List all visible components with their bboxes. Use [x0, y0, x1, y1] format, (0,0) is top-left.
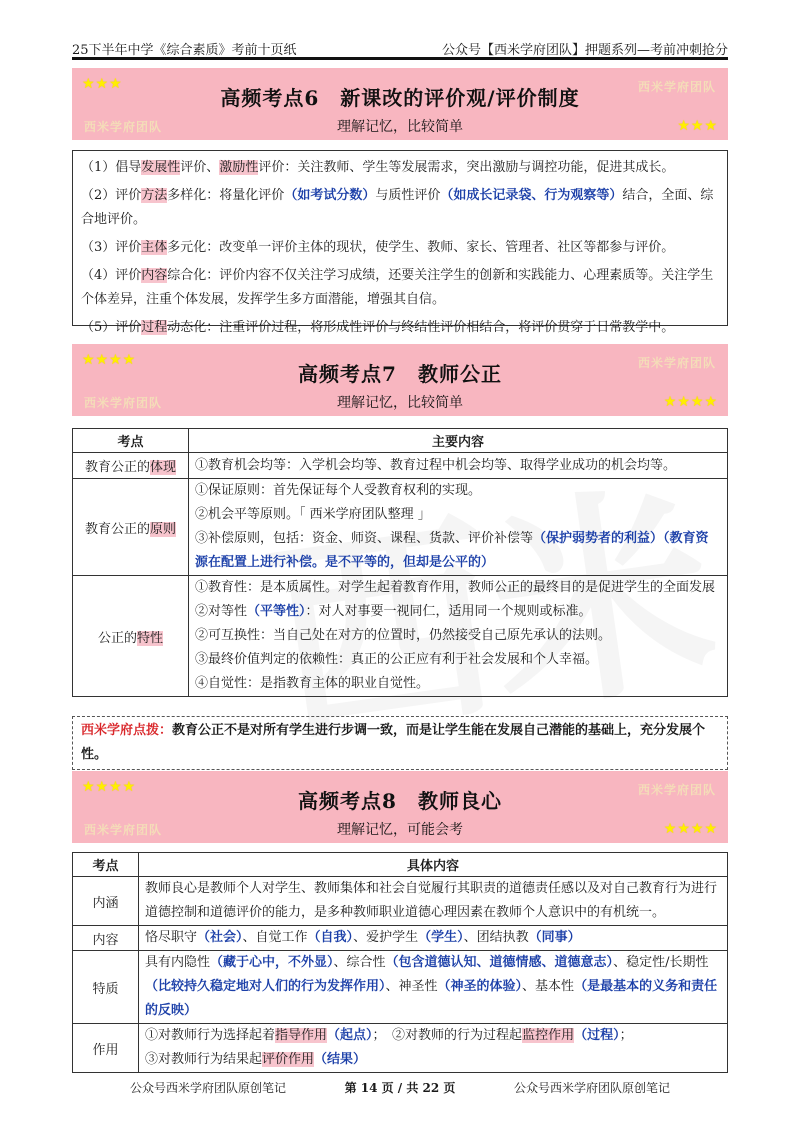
- page-footer: [72, 1079, 728, 1096]
- table-row: [73, 1024, 728, 1073]
- section6-brand-right: 西米学府团队: [637, 80, 716, 94]
- row-key: 教育公正的体现: [73, 453, 189, 479]
- section6-points: [72, 150, 728, 335]
- row-content: ①教育性：是本质属性。对学生起着教育作用，教师公正的最终目的是促进学生的全面发展 ②对等性（平等性）：对人对事要一视同仁，适用同一个规则或标准。 ②可互换性：当自己处在对方的位置时，仍然接受自己原先承认的法则。 ③最终价值判定的依赖性：真正的公正应有利于社会发展和个人幸福。 ④自觉性：是指教育主体的职业自觉性。: [189, 576, 728, 697]
- col-header-topic: 考点: [73, 429, 189, 453]
- col-header-content: 具体内容: [139, 853, 728, 877]
- point-1: （1）倡导发展性评价、激励性评价：关注教师、学生等发展需求，突出激励与调控功能，促进其成长。: [81, 160, 675, 175]
- row-content: ①对教师行为选择起着指导作用（起点）； ②对教师的行为过程起监控作用（过程）； ③对教师行为结果起评价作用（结果）: [139, 1024, 728, 1073]
- section7-banner: [72, 344, 728, 416]
- section8-banner: [72, 771, 728, 843]
- tip-label: 西米学府点拨：: [81, 723, 173, 738]
- section7-stars-left: ★★★★: [82, 352, 137, 368]
- section8-stars-right: ★★★★: [663, 821, 718, 837]
- section7-table: [72, 428, 728, 697]
- section8-title: 高频考点8 教师良心: [298, 789, 502, 813]
- section7-stars-right: ★★★★: [663, 394, 718, 410]
- point-3: （3）评价主体多元化：改变单一评价主体的现状，使学生、教师、家长、管理者、社区等都参与评价。: [81, 240, 675, 255]
- section7-subtitle: 理解记忆，比较简单: [337, 395, 463, 411]
- row-content: 具有内隐性（藏于心中，不外显）、综合性（包含道德认知、道德情感、道德意志）、稳定性/长期性（比较持久稳定地对人们的行为发挥作用）、神圣性（神圣的体验）、基本性（是最基本的义务和责任的反映）: [139, 951, 728, 1024]
- section6-brand-left: 西米学府团队: [84, 120, 163, 134]
- tip-note: [72, 716, 728, 770]
- row-key: 作用: [73, 1024, 139, 1073]
- row-key: 内容: [73, 926, 139, 951]
- section6-subtitle: 理解记忆，比较简单: [337, 119, 463, 135]
- section8-subtitle: 理解记忆，可能会考: [337, 822, 463, 838]
- table-row: [73, 576, 728, 697]
- col-header-topic: 考点: [73, 853, 139, 877]
- table-row: [73, 951, 728, 1024]
- section8-brand-right: 西米学府团队: [637, 783, 716, 797]
- tip-text: 教育公正不是对所有学生进行步调一致，而是让学生能在发展自己潜能的基础上，充分发展个性。: [81, 723, 706, 762]
- col-header-content: 主要内容: [189, 429, 728, 453]
- section8-stars-left: ★★★★: [82, 779, 137, 795]
- section7-brand-left: 西米学府团队: [84, 396, 163, 410]
- section7-title: 高频考点7 教师公正: [298, 362, 502, 386]
- table-row: [73, 926, 728, 951]
- table-row: [73, 479, 728, 576]
- row-key: 公正的特性: [73, 576, 189, 697]
- row-key: 内涵: [73, 877, 139, 926]
- table-row: [73, 877, 728, 926]
- section7-brand-right: 西米学府团队: [637, 356, 716, 370]
- row-content: 教师良心是教师个人对学生、教师集体和社会自觉履行其职责的道德责任感以及对自己教育行为进行道德控制和道德评价的能力，是多种教师职业道德心理因素在教师个人意识中的有机统一。: [139, 877, 728, 926]
- footer-left-text: 公众号西米学府团队原创笔记: [130, 1081, 287, 1095]
- section6-banner: [72, 68, 728, 140]
- section6-stars-left: ★★★: [82, 76, 123, 92]
- header-right-text: 公众号【西米学府团队】押题系列—考前冲刺抢分: [441, 43, 728, 58]
- section8-table: [72, 852, 728, 1073]
- row-content: ①保证原则：首先保证每个人受教育权利的实现。 ②机会平等原则。「 西米学府团队整理 」 ③补偿原则，包括：资金、师资、课程、货款、评价补偿等（保护弱势者的利益）（教育资源在配置上进行补偿。是不平等的，但却是公平的）: [189, 479, 728, 576]
- page-header: [72, 32, 728, 58]
- point-4: （4）评价内容综合化：评价内容不仅关注学习成绩，还要关注学生的创新和实践能力、心理素质等。关注学生个体差异，注重个体发展，发挥学生多方面潜能，增强其自信。: [81, 268, 714, 307]
- header-left-text: 25下半年中学《综合素质》考前十页纸: [72, 43, 297, 58]
- section6-stars-right: ★★★: [677, 118, 718, 134]
- section6-title: 高频考点6 新课改的评价观/评价制度: [220, 86, 580, 110]
- footer-right-text: 公众号西米学府团队原创笔记: [513, 1081, 670, 1095]
- row-key: 教育公正的原则: [73, 479, 189, 576]
- page-number: 第 14 页 / 共 22 页: [344, 1081, 456, 1095]
- point-2: （2）评价方法多样化：将量化评价（如考试分数）与质性评价（如成长记录袋、行为观察等）结合，全面、综合地评价。: [81, 188, 714, 227]
- row-key: 特质: [73, 951, 139, 1024]
- row-content: 恪尽职守（社会）、自觉工作（自我）、爱护学生（学生）、团结执教（同事）: [139, 926, 728, 951]
- point-5: （5）评价过程动态化：注重评价过程，将形成性评价与终结性评价相结合，将评价贯穿于日常教学中。: [81, 320, 675, 335]
- row-content: ①教育机会均等：入学机会均等、教育过程中机会均等、取得学业成功的机会均等。: [189, 453, 728, 479]
- table-row: [73, 453, 728, 479]
- header-rule: [72, 57, 728, 60]
- section8-brand-left: 西米学府团队: [84, 823, 163, 837]
